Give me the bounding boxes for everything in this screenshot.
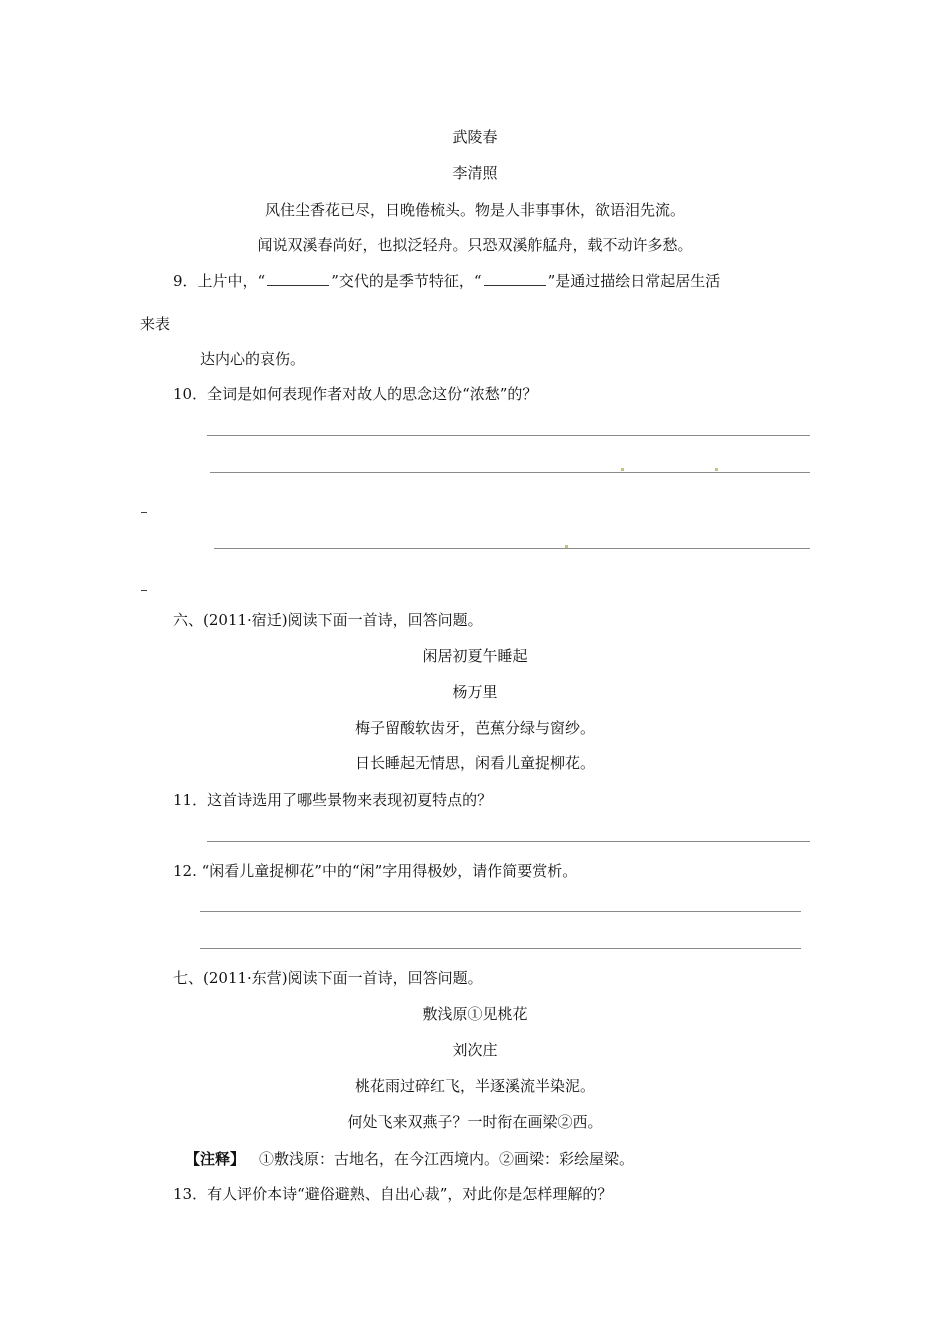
answer-line[interactable] [210, 472, 810, 473]
answer-line[interactable] [200, 911, 801, 912]
poem3-author: 刘次庄 [452, 1041, 498, 1059]
poem2-line-2: 日长睡起无情思，闲看儿童捉柳花。 [354, 754, 595, 772]
poem1-line-1: 风住尘香花已尽，日晚倦梳头。物是人非事事休，欲语泪先流。 [264, 201, 685, 219]
poem2-title: 闲居初夏午睡起 [422, 647, 528, 665]
answer-blank-2[interactable] [484, 272, 546, 286]
annotation [185, 1149, 634, 1169]
section-6-heading: 六、(2011·宿迁)阅读下面一首诗，回答问题。 [173, 611, 483, 629]
poem3-line-2: 何处飞来双燕子？一时衔在画梁②西。 [347, 1113, 603, 1131]
question-9-part-3: ”是通过描绘日常起居生活 [547, 272, 721, 290]
section-7-heading: 七、(2011·东营)阅读下面一首诗，回答问题。 [173, 969, 483, 987]
answer-blank-1[interactable] [267, 272, 329, 286]
question-9-part-1: 9．上片中，“ [173, 272, 266, 290]
question-13: 13．有人评价本诗“避俗避熟、自出心裁”，对此你是怎样理解的？ [173, 1185, 613, 1203]
poem1-author: 李清照 [452, 164, 498, 182]
question-9-line-3: 达内心的哀伤。 [200, 350, 306, 368]
poem1-title: 武陵春 [452, 128, 498, 146]
annotation-label: 【注释】 [185, 1150, 246, 1168]
answer-line[interactable] [207, 841, 810, 842]
scan-speck [565, 545, 568, 548]
question-9-line-2: 来表 [140, 315, 171, 333]
answer-line[interactable] [200, 948, 801, 949]
stray-dash [141, 590, 147, 591]
poem2-line-1: 梅子留酸软齿牙，芭蕉分绿与窗纱。 [354, 719, 595, 737]
scan-speck [715, 468, 718, 471]
question-11: 11．这首诗选用了哪些景物来表现初夏特点的？ [173, 791, 493, 809]
poem3-line-1: 桃花雨过碎红飞，半逐溪流半染泥。 [354, 1077, 595, 1095]
stray-dash [141, 512, 147, 513]
poem2-author: 杨万里 [452, 683, 498, 701]
answer-line[interactable] [214, 548, 810, 549]
question-9-part-2: ”交代的是季节特征，“ [331, 272, 482, 290]
poem3-title: 敷浅原①见桃花 [422, 1005, 528, 1023]
annotation-text: ①敷浅原：古地名，在今江西境内。②画梁：彩绘屋梁。 [259, 1150, 635, 1168]
question-9 [173, 271, 720, 291]
poem1-line-2: 闻说双溪春尚好，也拟泛轻舟。只恐双溪舴艋舟，载不动许多愁。 [257, 236, 693, 254]
scan-speck [621, 468, 624, 471]
question-12: 12. “闲看儿童捉柳花”中的“闲”字用得极妙，请作简要赏析。 [173, 862, 578, 880]
question-10: 10．全词是如何表现作者对故人的思念这份“浓愁”的？ [173, 385, 538, 403]
answer-line[interactable] [207, 435, 810, 436]
